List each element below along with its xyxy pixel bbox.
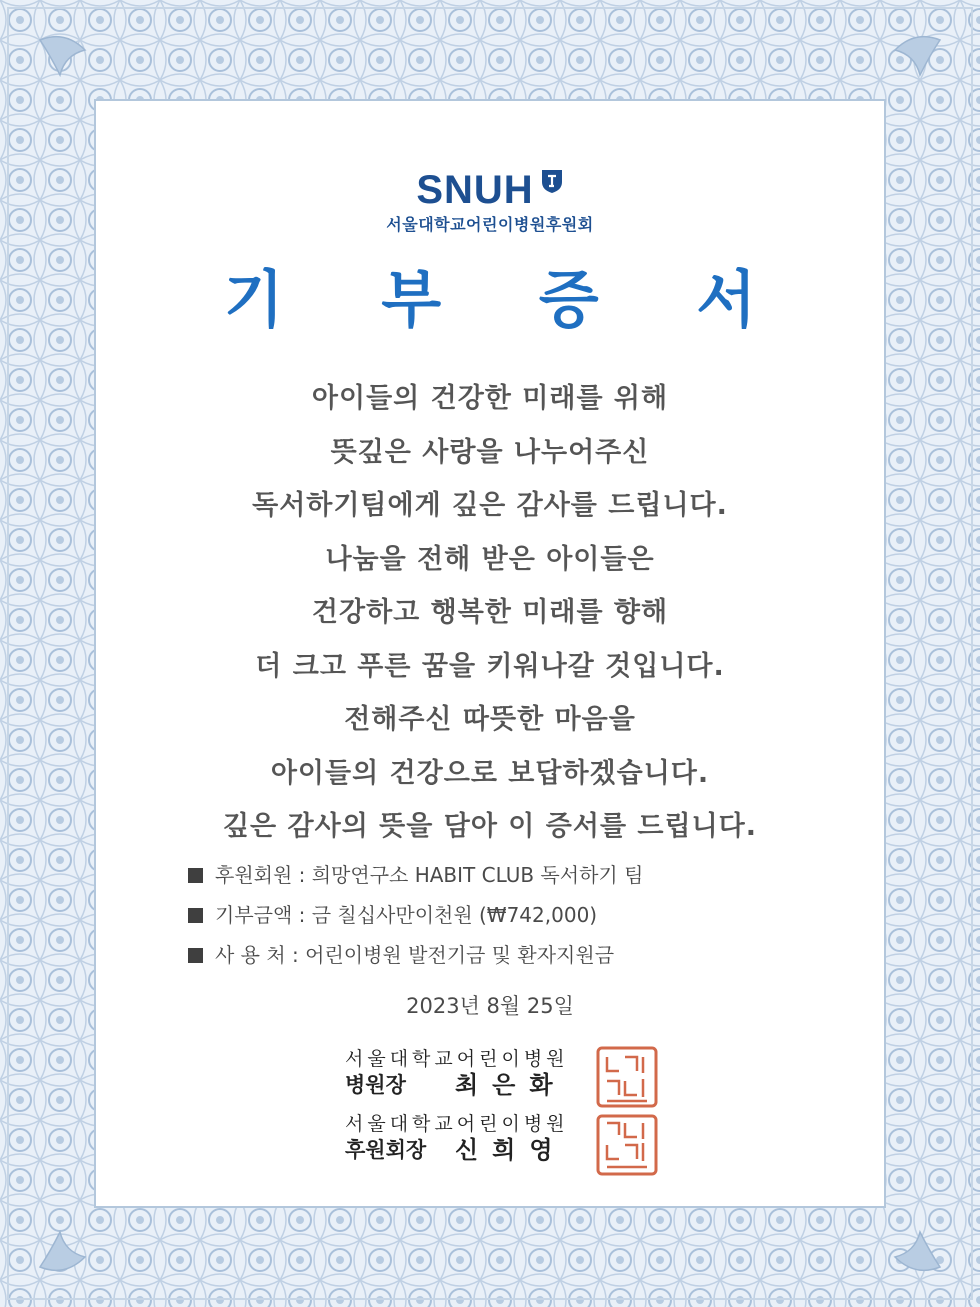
signature-name: 신희영 [455, 1135, 567, 1164]
square-bullet-icon [188, 908, 203, 923]
signature-director [345, 1047, 605, 1099]
detail-label: 사 용 처 [215, 943, 286, 967]
body-line: 깊은 감사의 뜻을 담아 이 증서를 드립니다. [222, 811, 758, 842]
detail-amount: 기부금액 : 금 칠십사만이천원 (₩742,000) [188, 895, 828, 935]
certificate-title: 기 부 증 서 [223, 263, 795, 336]
official-seal-icon [595, 1113, 659, 1177]
body-line: 전해주신 따뜻한 마음을 [344, 704, 636, 735]
detail-value: 희망연구소 HABIT CLUB 독서하기 팀 [311, 863, 644, 887]
signature-role: 후원회장 [345, 1137, 427, 1162]
detail-value: 금 칠십사만이천원 (₩742,000) [311, 903, 598, 927]
signature-name: 최은화 [455, 1070, 567, 1099]
body-line: 독서하기팀에게 깊은 감사를 드립니다. [252, 490, 728, 521]
detail-value: 어린이병원 발전기금 및 환자지원금 [305, 943, 615, 967]
signature-chairman [345, 1112, 605, 1164]
detail-label: 기부금액 [215, 903, 293, 927]
logo-org-name: 서울대학교어린이병원후원회 [386, 215, 594, 234]
body-line: 나눔을 전해 받은 아이들은 [325, 543, 655, 575]
body-line: 아이들의 건강으로 보답하겠습니다. [270, 757, 710, 789]
body-line: 더 크고 푸른 꿈을 키워나갈 것입니다. [255, 650, 725, 682]
square-bullet-icon [188, 868, 203, 883]
detail-label: 후원회원 [215, 863, 293, 887]
detail-usage: 사 용 처 : 어린이병원 발전기금 및 환자지원금 [188, 935, 828, 975]
detail-member: 후원회원 : 희망연구소 HABIT CLUB 독서하기 팀 [188, 855, 828, 895]
certificate-body [95, 372, 885, 854]
official-seal-icon [595, 1045, 659, 1109]
signature-org: 서울대학교어린이병원 [345, 1048, 569, 1070]
square-bullet-icon [188, 948, 203, 963]
signature-role: 병원장 [345, 1072, 406, 1097]
certificate-content [95, 100, 885, 1207]
signature-org: 서울대학교어린이병원 [345, 1113, 569, 1135]
snuh-logo [95, 168, 885, 235]
body-line: 건강하고 행복한 미래를 향해 [311, 597, 669, 628]
donation-details [188, 855, 828, 975]
body-line: 아이들의 건강한 미래를 위해 [311, 383, 669, 414]
body-line: 뜻깊은 사랑을 나누어주신 [330, 436, 650, 468]
issue-date: 2023년 8월 25일 [406, 994, 574, 1018]
shield-icon [540, 168, 564, 194]
logo-wordmark: SNUH [416, 168, 534, 212]
